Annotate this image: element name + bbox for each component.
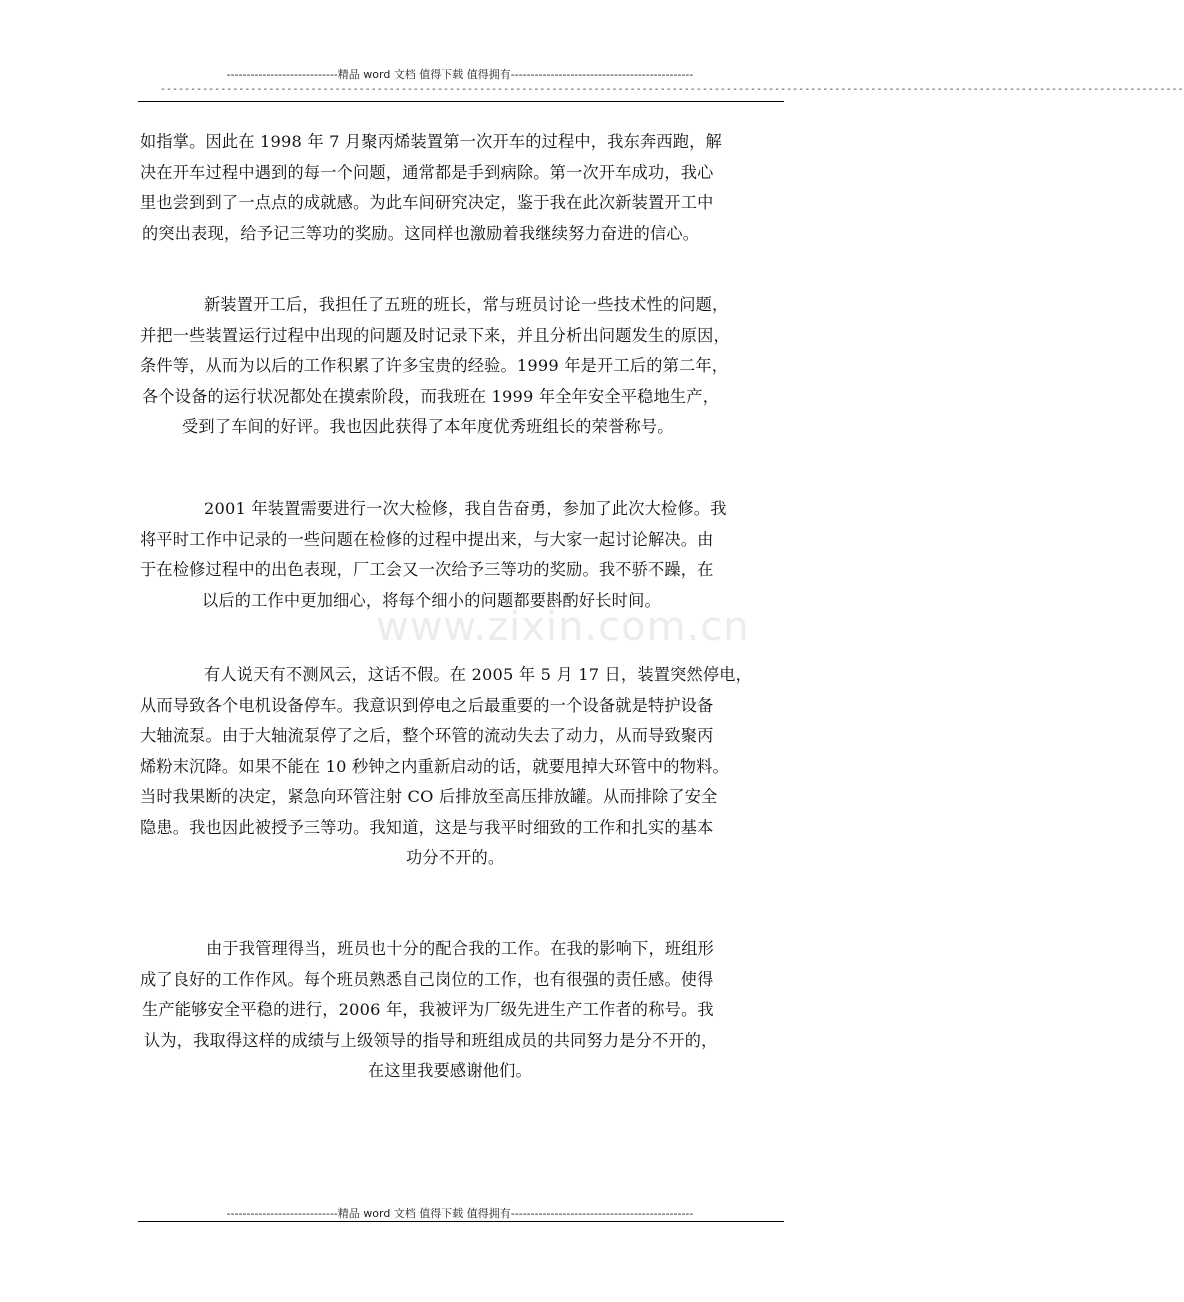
text-line: 决在开车过程中遇到的每一个问题，通常都是手到病除。第一次开车成功，我心: [140, 162, 714, 182]
text-line: 从而导致各个电机设备停车。我意识到停电之后最重要的一个设备就是特护设备: [140, 695, 714, 715]
text-line: 有人说天有不测风云，这话不假。在 2005 年 5 月 17 日，装置突然停电，: [204, 665, 753, 684]
footer-rule: [138, 1221, 784, 1222]
text-line: 受到了车间的好评。我也因此获得了本年度优秀班组长的荣誉称号。: [182, 417, 674, 436]
paragraph-5: [136, 934, 798, 1087]
text-line: 各个设备的运行状况都处在摸索阶段，而我班在 1999 年全年安全平稳地生产，: [142, 386, 720, 406]
text-line: 在这里我要感谢他们。: [368, 1061, 532, 1080]
header-rule: [138, 101, 784, 102]
text-line: 隐患。我也因此被授予三等功。我知道，这是与我平时细致的工作和扎实的基本: [140, 817, 714, 837]
text-line: 以后的工作中更加细心，将每个细小的问题都要斟酌好长时间。: [202, 590, 661, 610]
paragraph-4: [136, 660, 798, 874]
text-line: 于在检修过程中的出色表现，厂工会又一次给予三等功的奖励。我不骄不躁，在: [140, 560, 714, 579]
paragraph-2: [136, 290, 798, 443]
page-footer-text: ----------------------------精品 word 文档 值得下载 值得拥有----------------------------------------------: [226, 1207, 694, 1220]
text-line: 当时我果断的决定，紧急向环管注射 CO 后排放至高压排放罐。从而排除了安全: [140, 787, 718, 806]
text-line: 里也尝到到了一点点的成就感。为此车间研究决定，鉴于我在此次新装置开工中: [140, 193, 714, 212]
text-line: 烯粉末沉降。如果不能在 10 秒钟之内重新启动的话，就要甩掉大环管中的物料。: [140, 756, 729, 776]
text-line: 大轴流泵。由于大轴流泵停了之后，整个环管的流动失去了动力，从而导致聚丙: [140, 726, 714, 745]
page-header-text: ----------------------------精品 word 文档 值得下载 值得拥有----------------------------------------------: [226, 68, 694, 81]
text-line: 的突出表现，给予记三等功的奖励。这同样也激励着我继续努力奋进的信心。: [142, 223, 700, 243]
text-line: 并把一些装置运行过程中出现的问题及时记录下来，并且分析出问题发生的原因，: [140, 325, 730, 345]
paragraph-1: [136, 127, 798, 249]
text-line: 将平时工作中记录的一些问题在检修的过程中提出来，与大家一起讨论解决。由: [140, 529, 714, 549]
text-line: 认为，我取得这样的成绩与上级领导的指导和班组成员的共同努力是分不开的，: [144, 1030, 718, 1050]
text-line: 功分不开的。: [406, 848, 505, 867]
text-line: 如指掌。因此在 1998 年 7 月聚丙烯装置第一次开车的过程中，我东奔西跑，解: [140, 132, 722, 151]
text-line: 由于我管理得当，班员也十分的配合我的工作。在我的影响下，班组形: [206, 939, 715, 958]
text-line: 生产能够安全平稳的进行，2006 年，我被评为厂级先进生产工作者的称号。我: [142, 1000, 714, 1019]
paragraph-3: [136, 494, 798, 616]
watermark: www.zixin.com.cn: [376, 604, 750, 650]
text-line: 条件等，从而为以后的工作积累了许多宝贵的经验。1999 年是开工后的第二年，: [140, 356, 729, 375]
text-line: 成了良好的工作作风。每个班员熟悉自己岗位的工作，也有很强的责任感。使得: [140, 969, 714, 989]
text-line: 新装置开工后，我担任了五班的班长，常与班员讨论一些技术性的问题，: [204, 295, 729, 314]
header-dash-line: --------------------------------------------------------------------------------------------------------------------------------------------------------------------------: [160, 84, 1184, 95]
text-line: 2001 年装置需要进行一次大检修，我自告奋勇，参加了此次大检修。我: [204, 499, 727, 518]
